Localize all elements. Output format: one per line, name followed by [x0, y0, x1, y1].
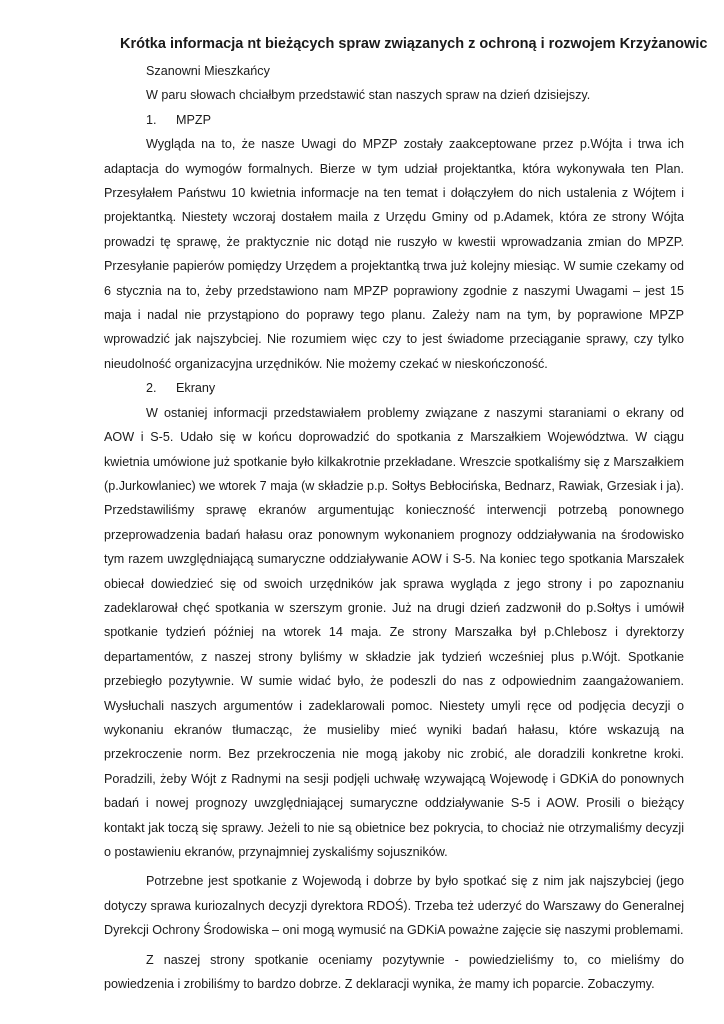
ekrany-paragraph-2: Potrzebne jest spotkanie z Wojewodą i dobrze by było spotkać się z nim jak najszybciej (jego dotyczy sprawa kuriozalnych decyzji dyrektora RDOŚ). Trzeba też uderzyć do Warszawy do Generalnej Dyrekcji Ochrony Środowiska – oni mogą wymusić na GDKiA poważne zajęcie się naszymi problemami. — [104, 874, 684, 938]
mpzp-paragraph: Wygląda na to, że nasze Uwagi do MPZP zostały zaakceptowane przez p.Wójta i trwa ich adaptacja do wymogów formalnych. Bierze w tym udział projektantka, która wykonywała ten Plan. Przesyłałem Państwu 10 kwietnia informacje na ten temat i dołączyłem do nich ustalenia z Wójtem i projektantką. Niestety wczoraj dostałem maila z Urzędu Gminy od p.Adamek, która ze strony Wójta prowadzi tę sprawę, że praktycznie nic dotąd nie ruszyło w kwestii wprowadzania zmian do MPZP. Przesyłanie papierów pomiędzy Urzędem a projektantką trwa już kolejny miesiąc. W sumie czekamy od 6 stycznia na to, żeby przedstawiono nam MPZP poprawiony zgodnie z naszymi Uwagami – jest 15 maja i nadal nie przystąpiono do poprawy tego planu. Zależy nam na tym, by poprawione MPZP wprowadzić jak najszybciej. Nie rozumiem więc czy to jest świadome przeciąganie sprawy, czy tylko nieudolność organizacyjna urzędników. Nie możemy czekać w nieskończoność. — [104, 137, 684, 371]
section-title: MPZP — [176, 112, 211, 127]
intro-paragraph: W paru słowach chciałbym przedstawić stan naszych spraw na dzień dzisiejszy. — [146, 88, 591, 103]
section-number: 2. — [146, 381, 157, 396]
section-number: 1. — [146, 112, 157, 127]
ekrany-paragraph-1: W ostaniej informacji przedstawiałem problemy związane z naszymi staraniami o ekrany od AOW i S-5. Udało się w końcu doprowadzić do spotkania z Marszałkiem Województwa. W ciągu kwietnia umówione już spotkanie było kilkakrotnie przekładane. Wreszcie spotkaliśmy się z Marszałkiem (p.Jurkowlaniec) we wtorek 7 maja (w składzie p.p. Sołtys Bebłocińska, Bednarz, Rawiak, Grzesiak i ja). Przedstawiliśmy sprawę ekranów argumentując konieczność interwencji potrzebą ponownego przeprowadzenia badań hałasu oraz ponownym wykonaniem prognozy oddziaływania na środowisko tym razem uwzględniającą sumaryczne oddziaływanie AOW i S-5. Na koniec tego spotkania Marszałek obiecał dowiedzieć się od swoich urzędników jak sprawa wygląda z jego strony i po zapoznaniu zadeklarował chęć spotkania w szerszym gronie. Już na drugi dzień zadzwonił do p.Sołtys i umówił spotkanie tydzień później na wtorek 14 maja. Ze strony Marszałka był p.Chlebosz i dyrektorzy departamentów, z naszej strony byliśmy w składzie jak tydzień wcześniej plus p.Wójt. Spotkanie przebiegło pozytywnie. W sumie widać było, że podeszli do nas z odpowiednim zaangażowaniem. Wysłuchali naszych argumentów i zadeklarowali pomoc. Niestety umyli ręce od podjęcia decyzji o wykonaniu ekranów tłumacząc, że musieliby mieć wyniki badań hałasu, które wskazują na przekroczenie norm. Bez przekroczenia nie mogą jakoby nic zrobić, ale doradzili konkretne kroki. Poradzili, żeby Wójt z Radnymi na sesji podjęli uchwałę wzywającą Wojewodę i GDKiA do ponownych badań i nowej prognozy uwzględniającej sumaryczne oddziaływanie S-5 i AOW. Prosili o bieżący kontakt jak toczą się sprawy. Jeżeli to nie są obietnice bez pokrycia, to chociaż nie otrzymaliśmy decyzji o postawieniu ekranów, przynajmniej zyskaliśmy sojuszników. — [104, 405, 685, 859]
greeting: Szanowni Mieszkańcy — [146, 64, 270, 78]
document-title: Krótka informacja nt bieżących spraw związanych z ochroną i rozwojem Krzyżanowic — [120, 36, 708, 52]
section-title: Ekrany — [176, 381, 216, 396]
ekrany-paragraph-3: Z naszej strony spotkanie oceniamy pozytywnie - powiedzieliśmy to, co mieliśmy do powiedzenia i zrobiliśmy to bardzo dobrze. Z deklaracji wynika, że mamy ich poparcie. Zobaczymy. — [104, 952, 684, 992]
section-heading-mpzp — [104, 108, 684, 132]
section-heading-ekrany — [104, 376, 684, 400]
